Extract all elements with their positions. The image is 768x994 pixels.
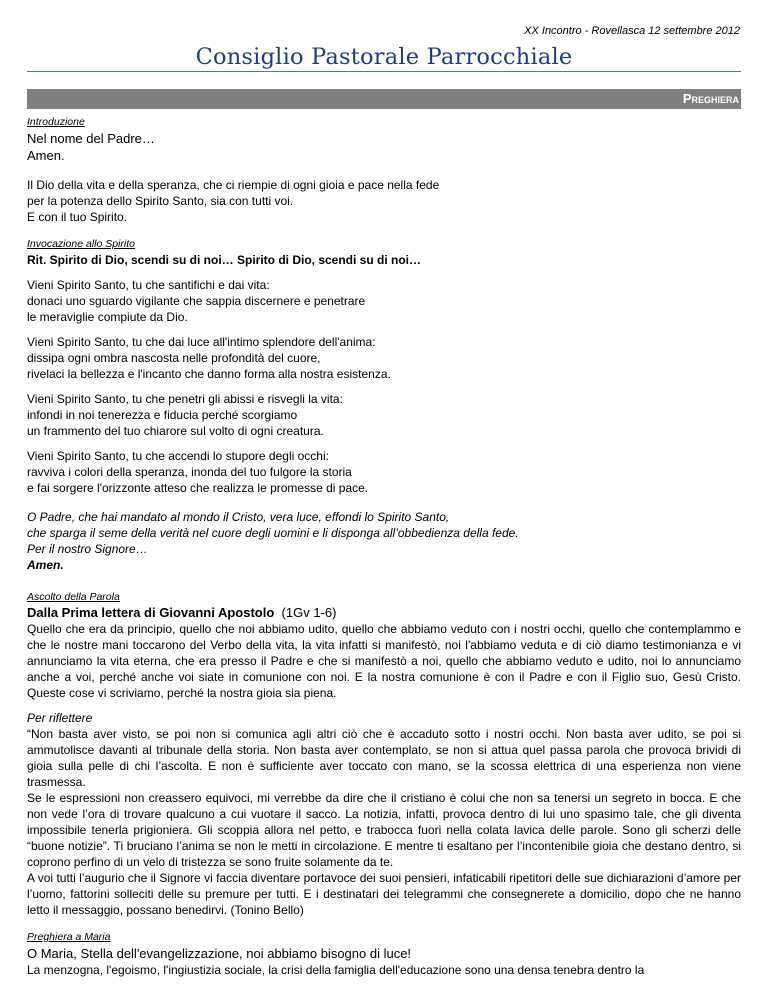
text-line: infondi in noi tenerezza e fiducia perché scorgiamo [27, 408, 298, 422]
text-line: un frammento del tuo chiarore sul volto di ogni creatura. [27, 424, 324, 438]
text-line: Vieni Spirito Santo, tu che dai luce all'intimo splendore dell'anima: [27, 335, 376, 349]
text-line: La menzogna, l'egoismo, l'ingiustizia sociale, la crisi della famiglia dell'educazione sono una densa tenebra dentro la [27, 963, 645, 977]
refrain: Rit. Spirito di Dio, scendi su di noi… Spirito di Dio, scendi su di noi… [27, 253, 422, 267]
invocation-label: Invocazione allo Spirito [27, 238, 135, 250]
stanza [27, 391, 741, 439]
reading-title-text: Dalla Prima lettera di Giovanni Apostolo [27, 605, 275, 620]
text-line: rivelaci la bellezza e l'incanto che danno forma alla nostra esistenza. [27, 367, 391, 381]
stanza [27, 334, 741, 382]
mary-prayer-label: Preghiera a Maria [27, 931, 111, 943]
intro-opening [27, 130, 741, 164]
text-line: E con il tuo Spirito. [27, 210, 128, 224]
amen: Amen. [27, 558, 64, 572]
text-line: per la potenza dello Spirito Santo, sia con tutti voi. [27, 194, 294, 208]
text-line: che sparga il seme della verità nel cuore degli uomini e li disponga all’obbedienza della fede. [27, 526, 519, 540]
text-line: le meraviglie compiute da Dio. [27, 310, 188, 324]
closing-prayer [27, 509, 741, 573]
stanza [27, 448, 741, 496]
reading-label: Ascolto della Parola [27, 591, 120, 603]
reflection-paragraph: A voi tutti l’augurio che il Signore vi faccia diventare portavoce dei suoi pensieri, infaticabili ripetitori delle sue dichiarazioni d’amore per l’uomo, fattorini solleciti delle su premure per tutti. E i destinatari dei telegrammi che consegnerete a domicilio, dopo che ne hanno letto il messaggio, possano benedirvi. (Tonino Bello) [27, 871, 741, 917]
meeting-info: XX Incontro - Rovellasca 12 settembre 2012 [524, 25, 740, 37]
text-line: O Maria, Stella dell'evangelizzazione, noi abbiamo bisogno di luce! [27, 946, 412, 961]
text-line: Amen. [27, 148, 65, 163]
text-line: ravviva i colori della speranza, inonda del tuo fulgore la storia [27, 465, 352, 479]
intro-label: Introduzione [27, 116, 85, 128]
intro-greeting [27, 177, 741, 225]
text-line: e fai sorgere l'orizzonte atteso che realizza le promesse di pace. [27, 481, 369, 495]
reading-title [27, 605, 741, 621]
mary-prayer [27, 945, 741, 979]
text-line: Nel nome del Padre… [27, 131, 155, 146]
stanza [27, 277, 741, 325]
title-divider [27, 71, 741, 72]
page-title: Consiglio Pastorale Parrocchiale [195, 44, 573, 70]
text-line: donaci uno sguardo vigilante che sappia discernere e penetrare [27, 294, 366, 308]
reading-text: Quello che era da principio, quello che noi abbiamo udito, quello che abbiamo veduto con i nostri occhi, quello che contemplammo e che le nostre mani toccarono del Verbo della vita, la vita infatti si manifestò, noi l'abbiamo veduta e di ciò diamo testimonianza e vi annunciamo la vita eterna, che era presso il Padre e che si manifestò a noi, quello che abbiamo veduto e udito, noi lo annunciamo anche a voi, perché anche voi siate in comunione con noi. E la nostra comunione è con il Padre e con il Figlio suo, Gesù Cristo. Queste cose vi scriviamo, perché la nostra gioia sia piena. [27, 622, 741, 700]
text-line: O Padre, che hai mandato al mondo il Cristo, vera luce, effondi lo Spirito Santo, [27, 510, 450, 524]
document-body [27, 116, 741, 979]
text-line: Vieni Spirito Santo, tu che penetri gli abissi e risvegli la vita: [27, 392, 343, 406]
text-line: dissipa ogni ombra nascosta nelle profondità del cuore, [27, 351, 321, 365]
reading-reference: (1Gv 1-6) [281, 605, 337, 620]
text-line: Vieni Spirito Santo, tu che accendi lo stupore degli occhi: [27, 449, 329, 463]
reflection-paragraph: “Non basta aver visto, se poi non si comunica agli altri ciò che è accaduto sotto i nostri occhi. Non basta aver udito, se poi si ammutolisce davanti al tribunale della storia. Non basta aver contemplato, se non si attua quel passa parola che provoca brividi di gioia sulla pelle di chi l’ascolta. E non è sufficiente aver toccato con mano, se la scossa elettrica di una esperienza non viene trasmessa. [27, 727, 741, 789]
text-line: Il Dio della vita e della speranza, che ci riempie di ogni gioia e pace nella fede [27, 178, 440, 192]
reflection-paragraph: Se le espressioni non creassero equivoci, mi verrebbe da dire che il cristiano è colui che non sa tenersi un segreto in bocca. E che non vede l’ora di trovare qualcuno a cui vuotare il sacco. La notizia, infatti, provoca dentro di lui uno spasimo tale, che gli diventa impossibile tenerla prigioniera. Gli scoppia allora nel petto, e trabocca fuori nella colata lavica delle parole. Sono gli scherzi delle “buone notizie”. Ti bruciano l’anima se non le metti in circolazione. E mentre ti esaltano per l’incontenibile gioia che destano dentro, si coprono perfino di un velo di tristezza se sono fruite solamente da te. [27, 791, 741, 869]
reflection-label: Per riflettere [27, 711, 93, 725]
section-heading: Preghiera [27, 89, 741, 109]
text-line: Per il nostro Signore… [27, 542, 148, 556]
text-line: Vieni Spirito Santo, tu che santifichi e dai vita: [27, 278, 270, 292]
